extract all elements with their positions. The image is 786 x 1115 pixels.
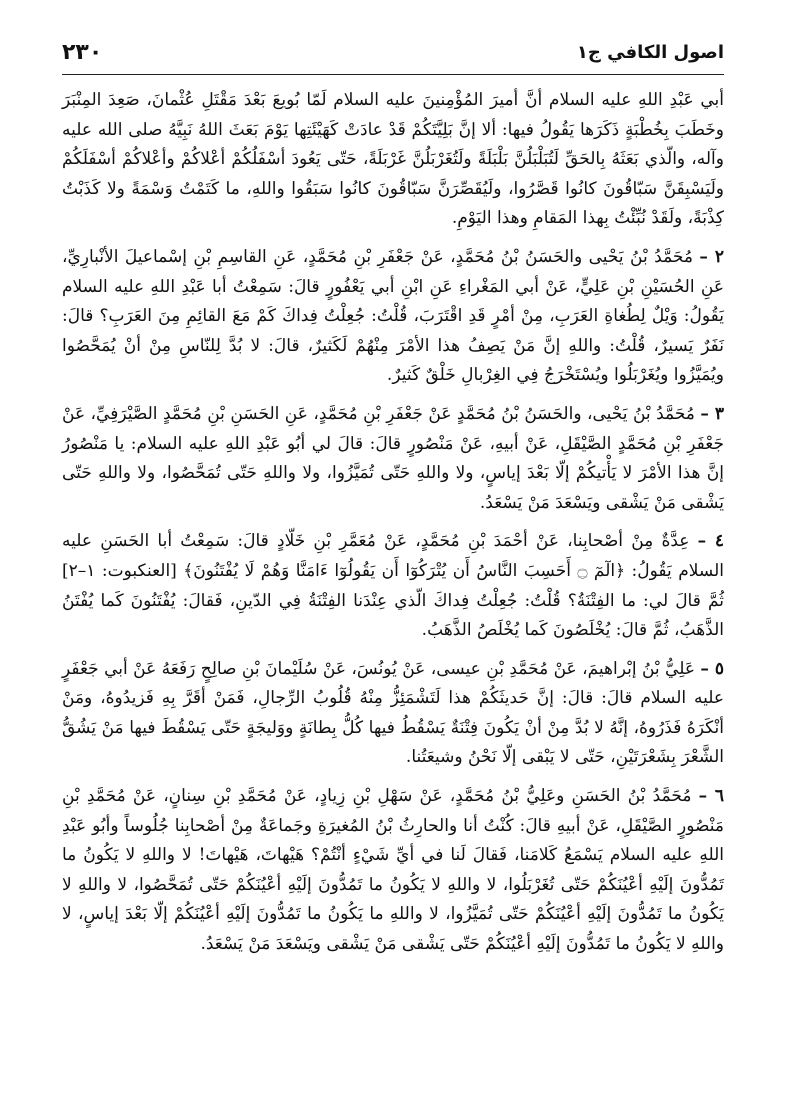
page-header	[62, 36, 724, 75]
hadith-paragraph	[62, 655, 724, 773]
body-text	[62, 86, 724, 969]
page-number: ٢٣٠	[62, 40, 103, 65]
hadith-text: عِدَّةٌ مِنْ أصْحابِنا، عَنْ أحْمَدَ بْنِ مُحَمَّدٍ، عَنْ مُعَمَّرِ بْنِ خَلّادٍ قالَ: سَمِعْتُ أبا الحَسَنِ عليه السلام يَقُولُ: ﴿الٓمٓ ۝ أَحَسِبَ النَّاسُ أَن يُتْرَكُوٓا أَن يَقُولُوٓا ءَامَنَّا وَهُمْ لَا يُفْتَنُونَ﴾ [العنكبوت: ١–٢] ثُمَّ قالَ لي: ما الفِتْنَةُ؟ قُلْتُ: جُعِلْتُ فِداكَ الّذي عِنْدَنا الفِتْنَةُ فِي الدّينِ، فَقالَ: يُفْتَنُونَ كَما يُفْتَنُ الذَّهَبُ، ثُمَّ قالَ: يُخْلَصُونَ كَما يُخْلَصُ الذَّهَبُ.	[62, 531, 724, 641]
hadith-text: مُحَمَّدُ بْنُ الحَسَنِ وعَلِيُّ بْنُ مُحَمَّدٍ، عَنْ سَهْلِ بْنِ زِيادٍ، عَنْ مُحَمَّدِ بْنِ سِنانٍ، عَنْ مُحَمَّدِ بْنِ مَنْصُورٍ الصَّيْقَلِ، عَنْ أبيهِ قالَ: كُنْتُ أنا والحارِثُ بْنُ المُغيرَةِ وجَماعَةٌ مِنْ أصْحابِنا جُلُوساً وأبُو عَبْدِ اللهِ عليه السلام يَسْمَعُ كَلامَنا، فَقالَ لَنا في أيِّ شَيْءٍ أنْتُمْ؟ هَيْهاتَ، هَيْهاتَ! لا واللهِ لا يَكُونُ ما تَمُدُّونَ إلَيْهِ أعْيُنَكُمْ حَتّى تُغَرْبَلُوا، لا واللهِ لا يَكُونُ ما تَمُدُّونَ إلَيْهِ أعْيُنَكُمْ حَتّى تُمَحَّصُوا، لا واللهِ لا يَكُونُ ما تَمُدُّونَ إلَيْهِ أعْيُنَكُمْ حَتّى تُمَيَّزُوا، لا واللهِ ما يَكُونُ ما تَمُدُّونَ إلَيْهِ أعْيُنَكُمْ إلّا بَعْدَ إياسٍ، لا واللهِ لا يَكُونُ ما تَمُدُّونَ إلَيْهِ أعْيُنَكُمْ حَتّى يَشْقى مَنْ يَشْقى ويَسْعَدَ مَنْ يَسْعَدُ.	[62, 786, 724, 955]
hadith-number: ٢ –	[699, 246, 725, 267]
hadith-text: أبي عَبْدِ اللهِ عليه السلام أنَّ أميرَ المُؤْمِنينَ عليه السلام لَمّا بُويعَ بَعْدَ مَقْتَلِ عُثْمانَ، صَعِدَ المِنْبَرَ وخَطَبَ بِخُطْبَةٍ ذَكَرَها يَقُولُ فيها: ألا إنَّ بَلِيَّتَكُمْ قَدْ عادَتْ كَهَيْئَتِها يَوْمَ بَعَثَ اللهُ نَبِيَّهُ صلى الله عليه وآله، والّذي بَعَثَهُ بِالحَقِّ لَتُبَلْبَلُنَّ بَلْبَلَةً ولَتُغَرْبَلُنَّ غَرْبَلَةً، حَتّى يَعُودَ أسْفَلُكُمْ أعْلاكُمْ وأعْلاكُمْ أسْفَلَكُمْ ولَيَسْبِقَنَّ سَبّاقُونَ كانُوا قَصَّرُوا، ولَيُقَصِّرَنَّ سَبّاقُونَ كانُوا سَبَقُوا واللهِ، ما كَتَمْتُ وَسْمَةً ولا كَذَبْتُ كِذْبَةً، ولَقَدْ نُبِّئْتُ بِهذا المَقامِ وهذا اليَوْمِ.	[62, 90, 724, 229]
hadith-paragraph	[62, 243, 724, 391]
hadith-text: عَلِيُّ بْنُ إبْراهيمَ، عَنْ مُحَمَّدِ بْنِ عيسى، عَنْ يُونُسَ، عَنْ سُلَيْمانَ بْنِ صالِحٍ رَفَعَهُ عَنْ أبي جَعْفَرٍ عليه السلام قالَ: قالَ: إنَّ حَديثَكُمْ هذا لَتَشْمَئِزُّ مِنْهُ قُلُوبُ الرِّجالِ، فَمَنْ أقَرَّ بِهِ فَزيدُوهُ، ومَنْ أنْكَرَهُ فَذَرُوهُ، إنَّهُ لا بُدَّ مِنْ أنْ يَكُونَ فِتْنَةٌ يَسْقُطُ فيها كُلُّ بِطانَةٍ ووَليجَةٍ حَتّى يَسْقُطَ فيها مَنْ يَشُقُّ الشَّعْرَ بِشَعْرَتَيْنِ، حَتّى لا يَبْقى إلّا نَحْنُ وشيعَتُنا.	[62, 658, 725, 768]
hadith-paragraph	[62, 400, 724, 518]
book-title: اصول الكافي ج١	[576, 42, 724, 63]
hadith-paragraph	[62, 527, 724, 645]
hadith-number: ٣ –	[700, 403, 725, 424]
hadith-paragraph	[62, 86, 724, 234]
hadith-number: ٤ –	[697, 531, 724, 552]
hadith-number: ٦ –	[698, 786, 724, 807]
hadith-text: مُحَمَّدُ بْنُ يَحْيى والحَسَنُ بْنُ مُحَمَّدٍ، عَنْ جَعْفَرِ بْنِ مُحَمَّدٍ، عَنِ القاسِمِ بْنِ إسْماعيلَ الأنْبارِيِّ، عَنِ الحُسَيْنِ بْنِ عَلِيٍّ، عَنْ أبي المَغْراءِ عَنِ ابْنِ أبي يَعْفُورٍ قالَ: سَمِعْتُ أبا عَبْدِ اللهِ عليه السلام يَقُولُ: وَيْلٌ لِطُغاةِ العَرَبِ، مِنْ أمْرٍ قَدِ اقْتَرَبَ، قُلْتُ: جُعِلْتُ فِداكَ كَمْ مَعَ القائِمِ مِنَ العَرَبِ؟ قالَ: نَفَرٌ يَسيرٌ، قُلْتُ: واللهِ إنَّ مَنْ يَصِفُ هذا الأمْرَ مِنْهُمْ لَكَثيرٌ، قالَ: لا بُدَّ لِلنّاسِ مِنْ أنْ يُمَحَّصُوا ويُمَيَّزُوا ويُغَرْبَلُوا ويُسْتَخْرَجُ فِي الغِرْبالِ خَلْقٌ كَثيرٌ.	[62, 246, 724, 386]
hadith-number: ٥ –	[700, 658, 724, 679]
hadith-text: مُحَمَّدُ بْنُ يَحْيى، والحَسَنُ بْنُ مُحَمَّدٍ عَنْ جَعْفَرِ بْنِ مُحَمَّدٍ، عَنِ الحَسَنِ بْنِ مُحَمَّدٍ الصَّيْرَفِيِّ، عَنْ جَعْفَرِ بْنِ مُحَمَّدٍ الصَّيْقَلِ، عَنْ أبيهِ، عَنْ مَنْصُورٍ قالَ: قالَ لي أبُو عَبْدِ اللهِ عليه السلام: يا مَنْصُورُ إنَّ هذا الأمْرَ لا يَأْتيكُمْ إلّا بَعْدَ إياسٍ، ولا واللهِ حَتّى تُمَيَّزُوا، ولا واللهِ حَتّى تُمَحَّصُوا، ولا واللهِ حَتّى يَشْقى مَنْ يَشْقى ويَسْعَدَ مَنْ يَسْعَدُ.	[62, 403, 724, 513]
hadith-paragraph	[62, 782, 724, 960]
